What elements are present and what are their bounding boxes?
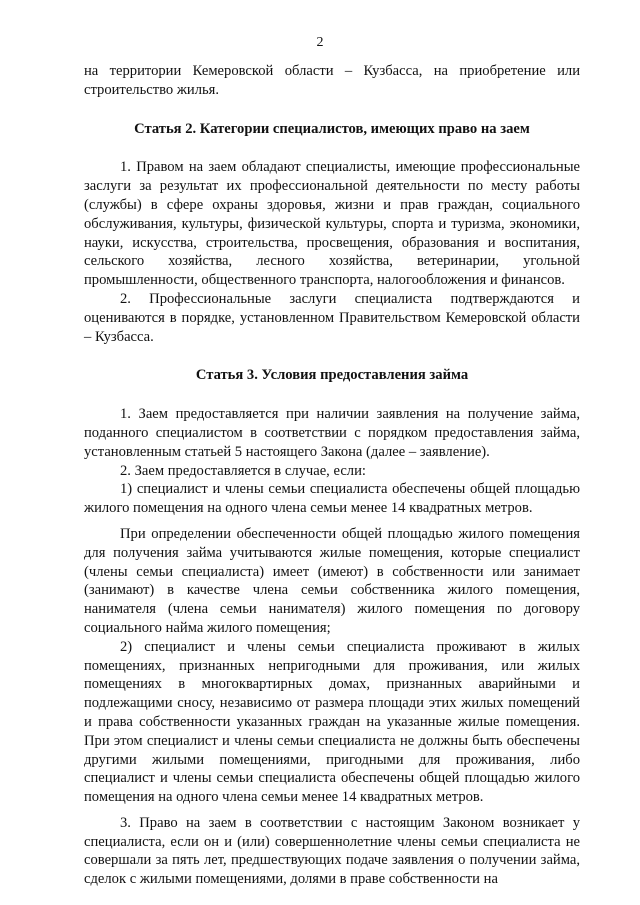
article-2-paragraph-2: 2. Профессиональные заслуги специалиста подтверждаются и оцениваются в порядке, установленном Правительством Кемеровской области – Кузбасса.	[84, 290, 580, 345]
article-2-paragraph-1: 1. Правом на заем обладают специалисты, имеющие профессиональные заслуги за результат их профессиональной деятельности по месту работы (службы) в сфере охраны здоровья, жизни и прав граждан, социального обслуживания, культуры, физической культуры, спорта и туризма, экономики, науки, искусства, строительства, просвещения, образования и воспитания, сельского хозяйства, лесного хозяйства, ветеринарии, угольной промышленности, общественного транспорта, налогообложения и финансов.	[84, 159, 580, 289]
article-3-paragraph-5: 2) специалист и члены семьи специалиста проживают в жилых помещениях, признанных непригодными для проживания, или жилых помещениях в многоквартирных домах, признанных аварийными и подлежащими сносу, независимо от размера площади этих жилых помещений и права собственности указанных граждан на указанные жилые помещения. При этом специалист и члены семьи специалиста не должны быть обеспечены другими жилыми помещениями, пригодными для проживания, либо специалист и члены семьи специалиста обеспечены общей площадью жилого помещения на одного члена семьи менее 14 квадратных метров.	[84, 638, 580, 806]
intro-paragraph: на территории Кемеровской области – Кузбасса, на приобретение или строительство жилья.	[84, 63, 580, 98]
page-number: 2	[316, 35, 324, 50]
article-3-paragraph-2: 2. Заем предоставляется в случае, если:	[120, 462, 366, 479]
document-body	[84, 62, 580, 889]
article-3-heading: Статья 3. Условия предоставления займа	[195, 367, 469, 384]
article-3-paragraph-6: 3. Право на заем в соответствии с настоящим Законом возникает у специалиста, если он и (или) совершеннолетние члены семьи специалиста не совершали за пять лет, предшествующих подаче заявления о получении займа, сделок с жилыми помещениями, долями в праве собственности на	[84, 814, 580, 888]
article-3-paragraph-1: 1. Заем предоставляется при наличии заявления на получение займа, поданного специалистом в соответствии с порядком предоставления займа, установленным статьей 5 настоящего Закона (далее – заявление).	[84, 406, 580, 460]
article-3-paragraph-3: 1) специалист и члены семьи специалиста обеспечены общей площадью жилого помещения на одного члена семьи менее 14 квадратных метров.	[84, 481, 580, 517]
article-3-paragraph-4: При определении обеспеченности общей площадью жилого помещения для получения займа учитываются жилые помещения, которые специалист (члены семьи специалиста) имеет (имеют) в собственности или занимает (занимают) в качестве члена семьи собственника жилого помещения, нанимателя (члена семьи нанимателя) жилого помещения по договору социального найма жилого помещения;	[84, 525, 580, 636]
article-2-heading: Статья 2. Категории специалистов, имеющих право на заем	[134, 120, 530, 137]
